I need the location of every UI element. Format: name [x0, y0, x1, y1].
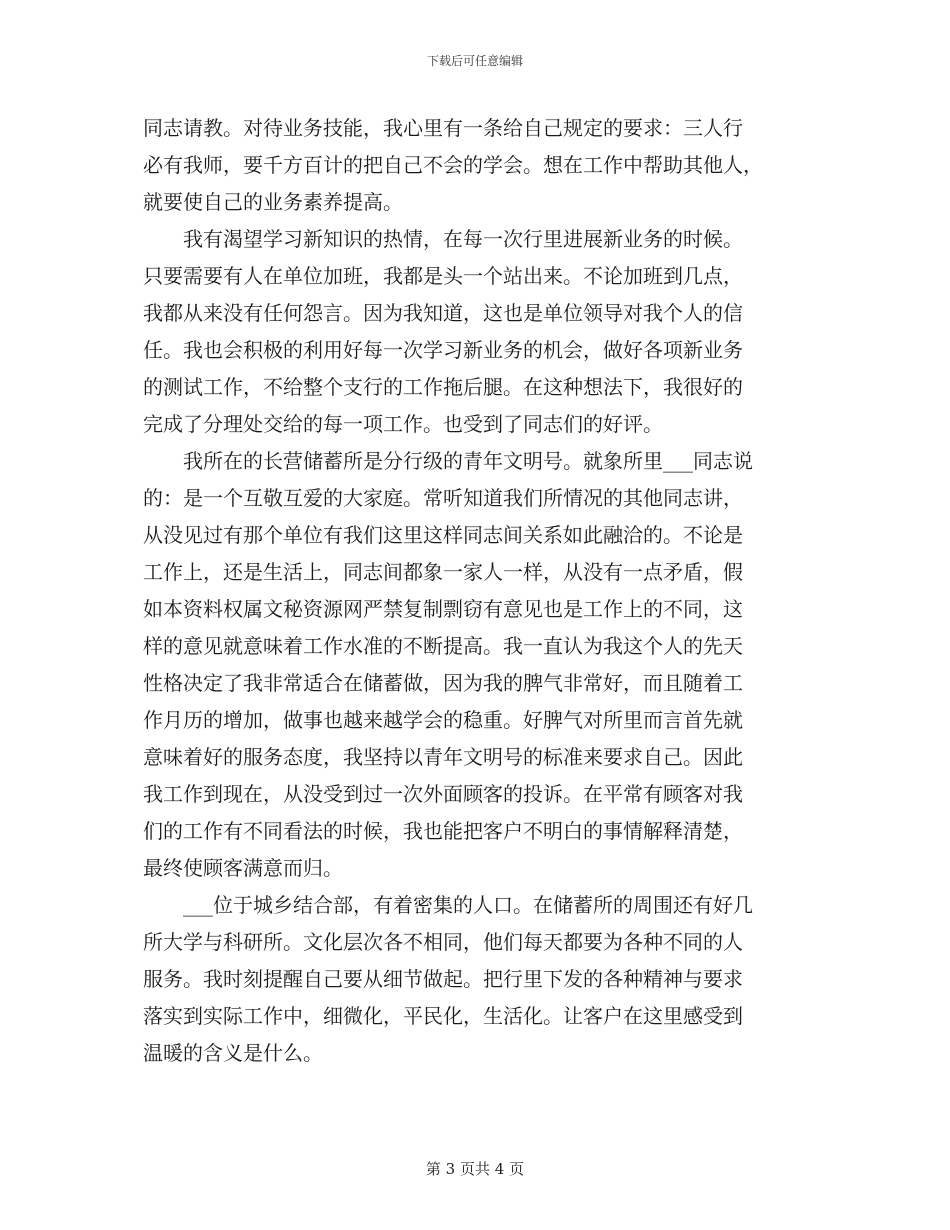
page-footer: 第 3 页共 4 页 [425, 1160, 525, 1178]
text-line: 我工作到现在，从没受到过一次外面顾客的投诉。在平常有顾客对我 [143, 782, 743, 806]
text-line: 落实到实际工作中，细微化，平民化，生活化。让客户在这里感受到 [143, 1004, 743, 1028]
text-line: 们的工作有不同看法的时候，我也能把客户不明白的事情解释清楚， [143, 819, 743, 843]
text-line: 服务。我时刻提醒自己要从细节做起。把行里下发的各种精神与要求 [143, 967, 743, 991]
text-line: 作月历的增加，做事也越来越学会的稳重。好脾气对所里而言首先就 [143, 708, 743, 732]
text-line: 完成了分理处交给的每一项工作。也受到了同志们的好评。 [143, 412, 663, 436]
text-line: 只要需要有人在单位加班，我都是头一个站出来。不论加班到几点， [143, 264, 743, 288]
text-line: 最终使顾客满意而归。 [143, 856, 343, 880]
document-body [143, 110, 807, 1072]
text-line: 我都从来没有任何怨言。因为我知道，这也是单位领导对我个人的信 [143, 301, 743, 325]
text-line: 样的意见就意味着工作水准的不断提高。我一直认为我这个人的先天 [143, 634, 743, 658]
text-line: 我所在的长营储蓄所是分行级的青年文明号。就象所里___同志说 [183, 449, 753, 473]
text-line: ___位于城乡结合部，有着密集的人口。在储蓄所的周围还有好几 [183, 893, 753, 917]
page-header: 下载后可任意编辑 [426, 54, 523, 68]
text-line: 工作上，还是生活上，同志间都象一家人一样，从没有一点矛盾，假 [143, 560, 743, 584]
text-line: 的测试工作，不给整个支行的工作拖后腿。在这种想法下，我很好的 [143, 375, 743, 399]
text-line: 从没见过有那个单位有我们这里这样同志间关系如此融洽的。不论是 [143, 523, 743, 547]
text-line: 任。我也会积极的利用好每一次学习新业务的机会，做好各项新业务 [143, 338, 743, 362]
text-line: 性格决定了我非常适合在储蓄做，因为我的脾气非常好，而且随着工 [143, 671, 743, 695]
text-line: 的：是一个互敬互爱的大家庭。常听知道我们所情况的其他同志讲， [143, 486, 743, 510]
text-line: 温暖的含义是什么。 [143, 1041, 323, 1065]
text-line: 所大学与科研所。文化层次各不相同，他们每天都要为各种不同的人 [143, 930, 743, 954]
text-line: 就要使自己的业务素养提高。 [143, 190, 403, 214]
text-line: 我有渴望学习新知识的热情，在每一次行里进展新业务的时候。 [183, 227, 743, 251]
text-line: 必有我师，要千方百计的把自己不会的学会。想在工作中帮助其他人， [143, 153, 763, 177]
text-line: 如本资料权属文秘资源网严禁复制剽窃有意见也是工作上的不同，这 [143, 597, 743, 621]
text-line: 同志请教。对待业务技能，我心里有一条给自己规定的要求：三人行 [143, 116, 743, 140]
text-line: 意味着好的服务态度，我坚持以青年文明号的标准来要求自己。因此 [143, 745, 743, 769]
